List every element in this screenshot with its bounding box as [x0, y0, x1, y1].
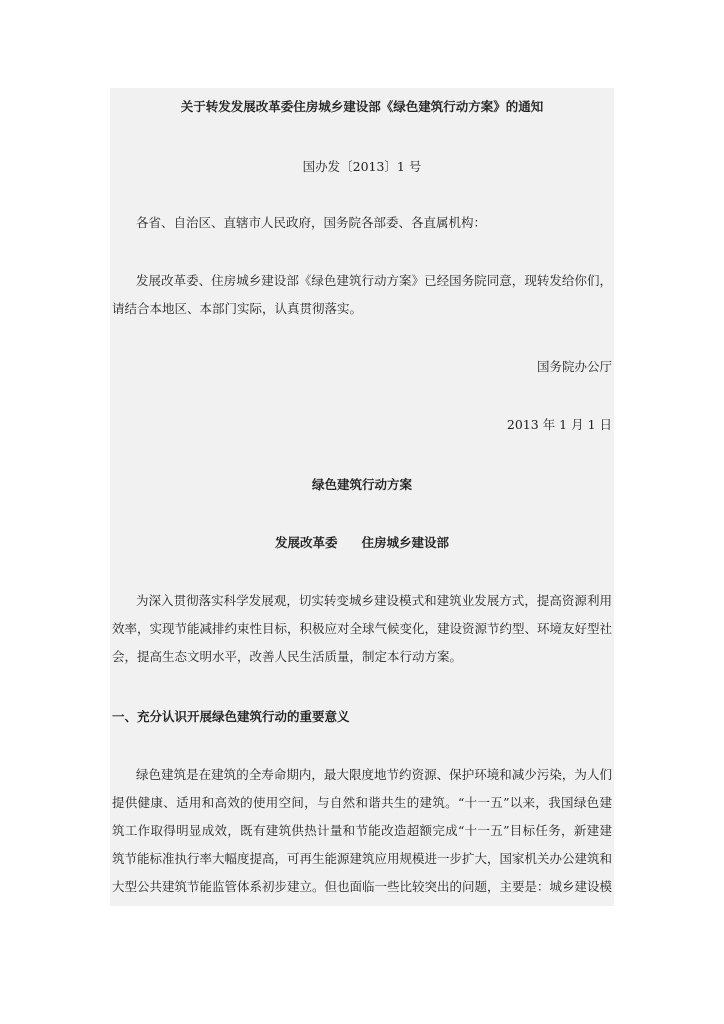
intro-line: 会，提高生态文明水平，改善人民生活质量，制定本行动方案。 [112, 649, 463, 664]
issue-date: 2013 年 1 月 1 日 [506, 417, 612, 432]
notice-body-line: 请结合本地区、本部门实际，认真贯彻落实。 [112, 301, 363, 316]
section1-line: 筑节能标准执行率大幅度提高，可再生能源建筑应用规模进一步扩大，国家机关办公建筑和 [112, 851, 613, 866]
section1-line: 绿色建筑是在建筑的全寿命期内，最大限度地节约资源、保护环境和减少污染，为人们 [136, 767, 612, 782]
plan-title: 绿色建筑行动方案 [311, 477, 412, 492]
section1-line: 筑工作取得明显成效，既有建筑供热计量和节能改造超额完成“十一五”目标任务，新建建 [112, 823, 612, 838]
notice-body-line: 发展改革委、住房城乡建设部《绿色建筑行动方案》已经国务院同意，现转发给你们， [136, 273, 612, 288]
document-page [110, 88, 614, 906]
document-number: 国办发〔2013〕1 号 [302, 159, 422, 174]
section1-line: 提供健康、适用和高效的使用空间，与自然和谐共生的建筑。“十一五”以来，我国绿色建 [112, 795, 612, 810]
plan-author: 发展改革委 [274, 535, 338, 550]
notice-title: 关于转发发展改革委住房城乡建设部《绿色建筑行动方案》的通知 [180, 99, 544, 114]
issuer: 国务院办公厅 [536, 359, 612, 374]
section-heading: 一、充分认识开展绿色建筑行动的重要意义 [112, 709, 350, 724]
intro-line: 效率，实现节能减排约束性目标，积极应对全球气候变化，建设资源节约型、环境友好型社 [112, 621, 613, 636]
section1-line: 大型公共建筑节能监管体系初步建立。但也面临一些比较突出的问题，主要是：城乡建设模 [112, 879, 613, 894]
salutation: 各省、自治区、直辖市人民政府，国务院各部委、各直属机构： [136, 215, 487, 230]
intro-line: 为深入贯彻落实科学发展观，切实转变城乡建设模式和建筑业发展方式，提高资源利用 [136, 593, 612, 608]
plan-authors [110, 534, 614, 552]
plan-author: 住房城乡建设部 [361, 535, 450, 550]
